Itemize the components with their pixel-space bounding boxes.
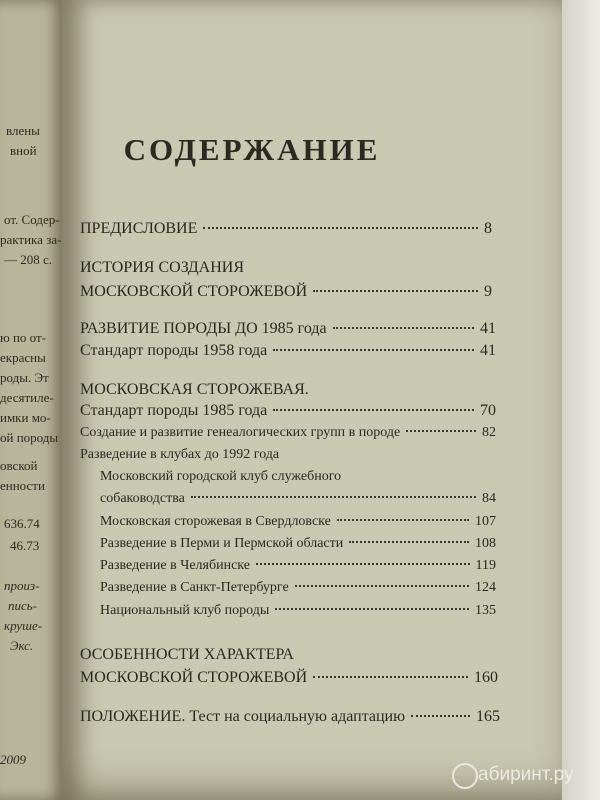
toc-entry-page: 8 xyxy=(484,220,492,237)
left-page-text: от. Содер- xyxy=(4,212,60,227)
toc-entry[interactable] xyxy=(100,514,496,530)
leader-dots xyxy=(406,430,476,432)
leader-dots xyxy=(333,327,474,329)
toc-entry-page: 82 xyxy=(482,425,496,440)
toc-entry-page: 160 xyxy=(474,669,498,686)
toc-entry[interactable] xyxy=(80,220,492,238)
left-page-text: ой породы xyxy=(0,430,59,445)
leader-dots xyxy=(256,563,470,565)
toc-entry-page: 9 xyxy=(484,283,492,300)
toc-entry[interactable] xyxy=(80,402,496,420)
toc-entry[interactable] xyxy=(80,425,496,441)
toc-entry[interactable] xyxy=(100,536,496,552)
leader-dots xyxy=(313,290,478,292)
left-page-text: енности xyxy=(0,478,45,493)
left-page-text: Экс. xyxy=(10,638,34,653)
toc-entry-label: собаководства xyxy=(100,491,185,506)
left-page-text: овской xyxy=(0,458,38,473)
leader-dots xyxy=(273,409,474,411)
left-page-text: вной xyxy=(10,143,37,158)
toc-entry-label-line: ИСТОРИЯ СОЗДАНИЯ xyxy=(80,259,244,276)
toc-entry[interactable] xyxy=(80,320,496,338)
left-page xyxy=(0,0,66,800)
toc-entry-page: 165 xyxy=(476,708,500,725)
watermark-text: абиринт.ру xyxy=(478,764,574,785)
leader-dots xyxy=(191,496,476,498)
toc-entry-page: 41 xyxy=(480,320,496,337)
toc-title: СОДЕРЖАНИЕ xyxy=(123,132,381,167)
leader-dots xyxy=(411,715,470,717)
toc-entry-label-line: Московский городской клуб служебного xyxy=(100,469,342,484)
left-page-text: имки мо- xyxy=(0,410,51,425)
left-page-text: произ- xyxy=(4,578,40,593)
left-page-text: пись- xyxy=(8,598,38,613)
toc-entry-label: Разведение в Челябинске xyxy=(100,558,250,573)
toc-entry[interactable] xyxy=(80,669,498,687)
left-page-text: рактика за- xyxy=(0,232,62,247)
toc-entry[interactable] xyxy=(100,558,496,574)
toc-entry-page: 41 xyxy=(480,342,496,359)
toc-entry-page: 124 xyxy=(475,580,496,595)
leader-dots xyxy=(313,676,468,678)
toc-entry-label: ПРЕДИСЛОВИЕ xyxy=(80,220,198,237)
leader-dots xyxy=(203,227,478,229)
left-page-text: влены xyxy=(6,123,40,138)
toc-entry[interactable] xyxy=(80,342,496,360)
left-page-text: круше- xyxy=(4,618,43,633)
leader-dots xyxy=(349,541,469,543)
toc-entry-label: Московская сторожевая в Свердловске xyxy=(100,514,331,529)
toc-entry-label: Создание и развитие генеалогических групп в породе xyxy=(80,425,401,440)
toc-entry[interactable] xyxy=(100,491,496,507)
toc-entry-label: МОСКОВСКОЙ СТОРОЖЕВОЙ xyxy=(80,669,308,686)
leader-dots xyxy=(295,585,469,587)
toc-entry-label: РАЗВИТИЕ ПОРОДЫ ДО 1985 года xyxy=(80,320,327,337)
toc-entry-page: 119 xyxy=(475,558,496,573)
toc-entry-page: 84 xyxy=(482,491,496,506)
left-page-text: десятиле- xyxy=(0,390,54,405)
leader-dots xyxy=(273,349,474,351)
left-page-text: ю по от- xyxy=(0,330,47,345)
left-page-text: — 208 с. xyxy=(4,252,53,267)
toc-entry-label-line: ОСОБЕННОСТИ ХАРАКТЕРА xyxy=(80,646,294,663)
toc-entry[interactable] xyxy=(80,708,500,726)
toc-entry-page: 107 xyxy=(475,514,496,529)
left-page-text: 636.74 xyxy=(4,516,40,531)
toc-section-heading[interactable]: МОСКОВСКАЯ СТОРОЖЕВАЯ. xyxy=(80,381,309,398)
toc-entry-page: 70 xyxy=(480,402,496,419)
leader-dots xyxy=(337,519,469,521)
watermark-logo-icon xyxy=(452,763,478,789)
leader-dots xyxy=(275,608,469,610)
toc-entry-label: Национальный клуб породы xyxy=(100,603,270,618)
page-edge xyxy=(562,0,600,800)
toc-entry[interactable] xyxy=(100,580,496,596)
toc-entry-label: ПОЛОЖЕНИЕ. Тест на социальную адаптацию xyxy=(80,708,406,725)
toc-entry-label: Разведение в Санкт-Петербурге xyxy=(100,580,289,595)
toc-entry-label: МОСКОВСКОЙ СТОРОЖЕВОЙ xyxy=(80,283,308,300)
toc-subsection-heading[interactable]: Разведение в клубах до 1992 года xyxy=(80,447,280,462)
toc-entry-label: Разведение в Перми и Пермской области xyxy=(100,536,344,551)
left-page-text: 2009 xyxy=(0,752,26,767)
left-page-text: роды. Эт xyxy=(0,370,49,385)
toc-entry-label: Стандарт породы 1958 года xyxy=(80,342,268,359)
toc-entry-page: 135 xyxy=(475,603,496,618)
left-page-text: екрасны xyxy=(0,350,46,365)
toc-entry-page: 108 xyxy=(475,536,496,551)
toc-entry[interactable] xyxy=(80,283,492,301)
left-page-text: 46.73 xyxy=(10,538,40,553)
toc-entry[interactable] xyxy=(100,603,496,619)
toc-entry-label: Стандарт породы 1985 года xyxy=(80,402,268,419)
